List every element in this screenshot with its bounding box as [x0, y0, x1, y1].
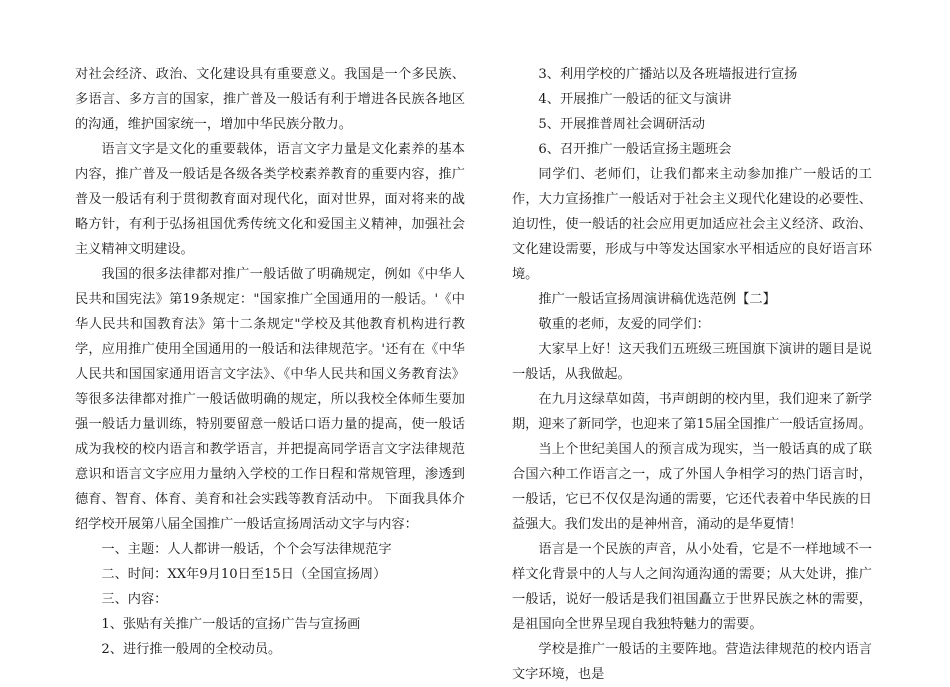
paragraph: 对社会经济、政治、文化建设具有重要意义。我国是一个多民族、多语言、多方言的国家，推广普及一般话有利于增进各民族各地区的沟通，维护国家统一，增加中华民族分散力。	[75, 67, 465, 132]
paragraph: 2、进行推一般周的全校动员。	[101, 642, 282, 657]
paragraph: 3、利用学校的广播站以及各班墙报进行宣扬	[538, 67, 798, 82]
paragraph: 大家早上好！这天我们五班级三班国旗下演讲的题目是说一般话，从我做起。	[512, 342, 872, 382]
paragraph: 语言是一个民族的声音，从小处看，它是不一样地域不一样文化背景中的人与人之间沟通沟通的需要；从大处讲，推广一般话，说好一般话是我们祖国矗立于世界民族之林的需要，是祖国向全世界呈现自我独特魅力的需要。	[512, 542, 872, 632]
paragraph: 学校是推广一般话的主要阵地。营造法律规范的校内语言文字环境，也是	[512, 642, 872, 682]
paragraph: 在九月这绿草如茵，书声朗朗的校内里，我们迎来了新学期，迎来了新同学，也迎来了第15届全国推广一般话宣扬周。	[512, 392, 872, 432]
paragraph: 5、开展推普周社会调研活动	[538, 117, 706, 132]
paragraph: 4、开展推广一般话的征文与演讲	[538, 92, 732, 107]
paragraph: 同学们、老师们，让我们都来主动参加推广一般话的工作，大力宣扬推广一般话对于社会主义现代化建设的必要性、迫切性，使一般话的社会应用更加适应社会主义经济、政治、文化建设需要，形成与中等发达国家水平相适应的良好语言环境。	[512, 167, 872, 282]
salutation: 敬重的老师，友爱的同学们：	[538, 317, 710, 332]
paragraph: 1、张贴有关推广一般话的宣扬广告与宣扬画	[101, 617, 361, 632]
paragraph: 当上个世纪美国人的预言成为现实，当一般话真的成了联合国六种工作语言之一，成了外国人争相学习的热门语言时，一般话，它已不仅仅是沟通的需要，它还代表着中华民族的日益强大。我们发出的是神州音，涌动的是华夏情！	[512, 442, 872, 532]
paragraph: 我国的很多法律都对推广一般话做了明确规定，例如《中华人民共和国宪法》第19条规定："国家推广全国通用的一般话。'《中华人民共和国教育法》第十二条规定"学校及其他教育机构进行教学，应用推广使用全国通用的一般话和法律规范字。'还有在《中华人民共和国国家通用语言文字法》、《中华人民共和国义务教育法》等很多法律都对推广一般话做明确的规定，所以我校全体师生要加强一般话力量训练，特别要留意一般话口语力量的提高，使一般话成为我校的校内语言和教学语言，并把提高同学语言文字法律规范意识和语言文字应用力量纳入学校的工作日程和常规管理，渗透到德育、智育、体育、美育和社会实践等教育活动中。 下面我具体介绍学校开展第八届全国推广一般话宣扬周活动文字与内容：	[75, 267, 465, 532]
right-column	[512, 62, 872, 687]
paragraph: 一、主题：人人都讲一般话，个个会写法律规范字	[101, 542, 392, 557]
paragraph: 语言文字是文化的重要载体，语言文字力量是文化素养的基本内容，推广普及一般话是各级各类学校素养教育的重要内容，推广普及一般话有利于贯彻教育面对现代化，面对世界，面对将来的战略方针，有利于弘扬祖国优秀传统文化和爱国主义精神，加强社会主义精神文明建设。	[75, 142, 465, 257]
left-column	[75, 62, 465, 662]
paragraph: 二、时间：XX年9月10日至15日（全国宣扬周）	[101, 567, 387, 582]
paragraph: 三、内容：	[101, 592, 168, 607]
paragraph: 6、召开推广一般话宣扬主题班会	[538, 142, 732, 157]
section-heading: 推广一般话宣扬周演讲稿优选范例【二】	[538, 292, 776, 307]
